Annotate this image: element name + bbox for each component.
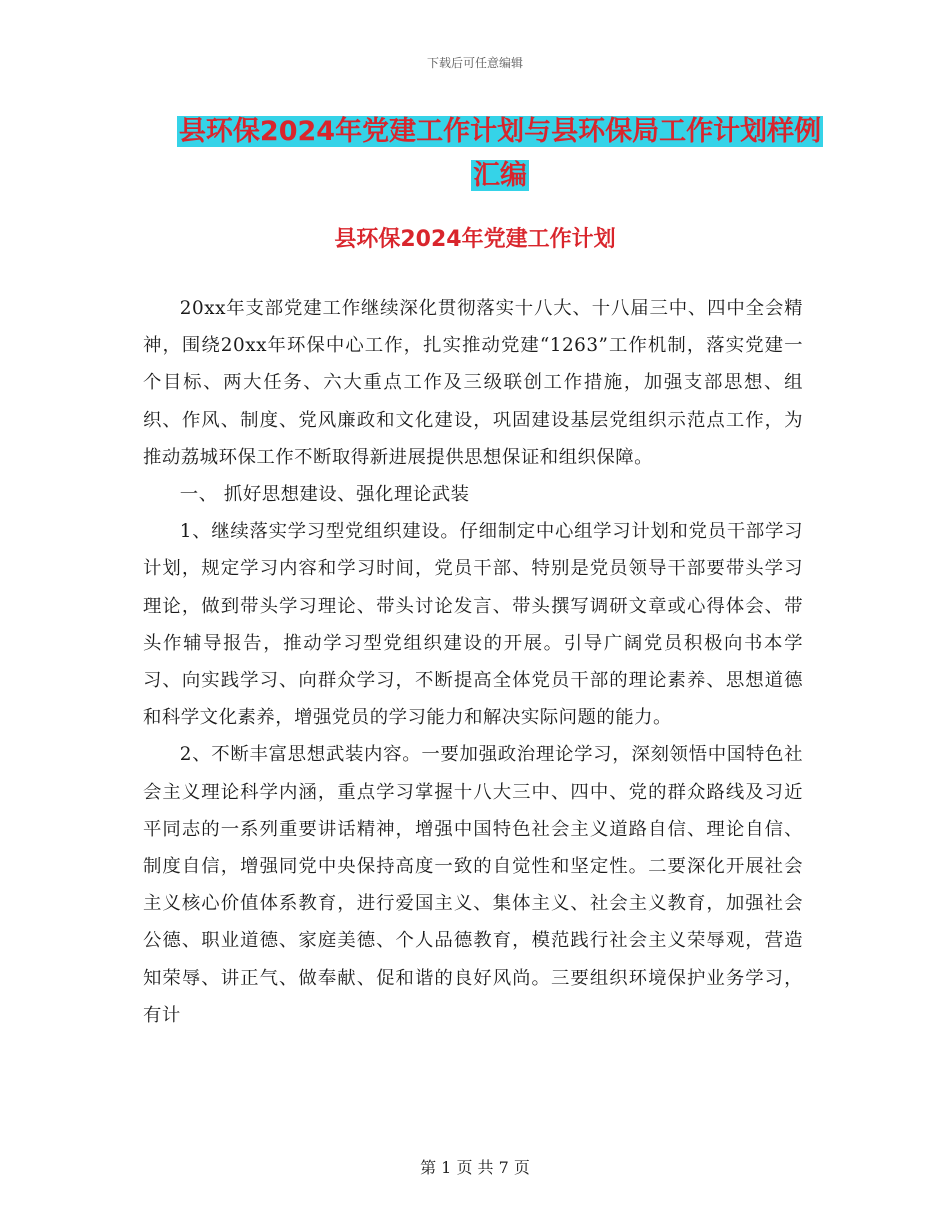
title-line-2: 汇编: [473, 160, 527, 191]
paragraph-item-1: 1、继续落实学习型党组织建设。仔细制定中心组学习计划和党员干部学习计划，规定学习内容和学习时间，党员干部、特别是党员领导干部要带头学习理论，做到带头学习理论、带头讨论发言、带头撰写调研文章或心得体会、带头作辅导报告，推动学习型党组织建设的开展。引导广阔党员积极向书本学习、向实践学习、向群众学习，不断提高全体党员干部的理论素养、思想道德和科学文化素养，增强党员的学习能力和解决实际问题的能力。: [143, 521, 803, 729]
page-header: 下载后可任意编辑: [426, 56, 523, 70]
section-title: 县环保2024年党建工作计划: [334, 227, 616, 252]
paragraph-intro: 20xx年支部党建工作继续深化贯彻落实十八大、十八届三中、四中全会精神，围绕20xx年环保中心工作，扎实推动党建“1263”工作机制，落实党建一个目标、两大任务、六大重点工作及三级联创工作措施，加强支部思想、组织、作风、制度、党风廉政和文化建设，巩固建设基层党组织示范点工作，为推动荔城环保工作不断取得新进展提供思想保证和组织保障。: [143, 298, 803, 468]
document-title: [140, 110, 860, 198]
document-body: [143, 290, 803, 1034]
section-heading-1: 一、 抓好思想建设、强化理论武装: [179, 484, 470, 506]
page-number-footer: 第 1 页 共 7 页: [420, 1158, 530, 1177]
paragraph-item-2: 2、不断丰富思想武装内容。一要加强政治理论学习，深刻领悟中国特色社会主义理论科学内涵，重点学习掌握十八大三中、四中、党的群众路线及习近平同志的一系列重要讲话精神，增强中国特色社会主义道路自信、理论自信、制度自信，增强同党中央保持高度一致的自觉性和坚定性。二要深化开展社会主义核心价值体系教育，进行爱国主义、集体主义、社会主义教育，加强社会公德、职业道德、家庭美德、个人品德教育，模范践行社会主义荣辱观，营造知荣辱、讲正气、做奉献、促和谐的良好风尚。三要组织环境保护业务学习，有计: [143, 744, 803, 1026]
title-line-1: 县环保2024年党建工作计划与县环保局工作计划样例: [178, 116, 822, 147]
